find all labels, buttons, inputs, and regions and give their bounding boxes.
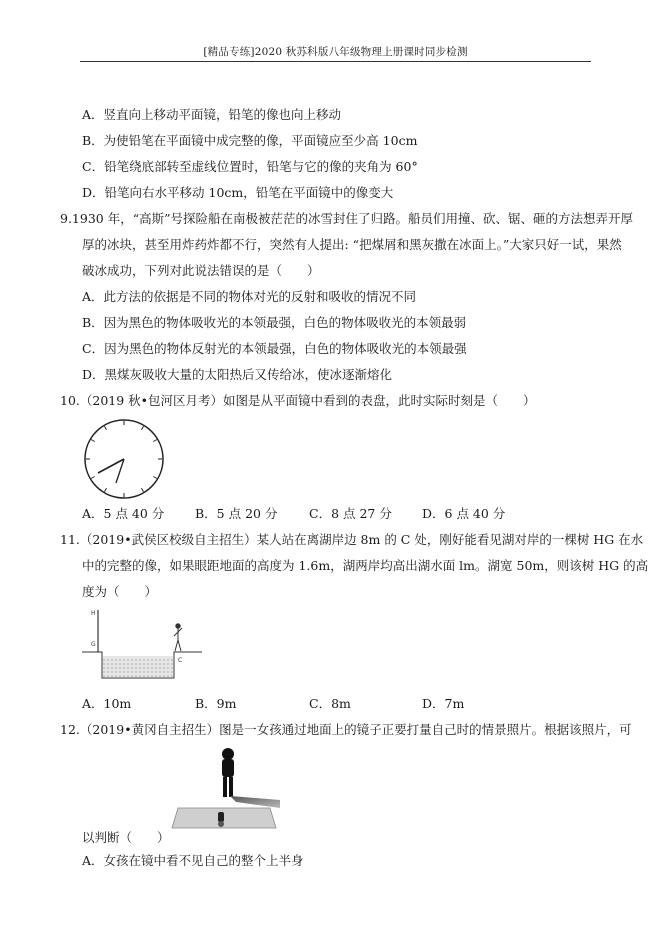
q12-girl-mirror-photo	[170, 744, 280, 830]
q10-clock-figure	[82, 417, 166, 501]
person-figure	[174, 624, 182, 651]
q12-stem: 12.（2019•黄冈自主招生）图是一女孩通过地面上的镜子正要打量自己时的情景照片。根据该照片，可	[60, 722, 632, 737]
q9-stem-line-1: 9.1930 年，“高斯”号探险船在南极被茫茫的冰雪封住了归路。船员们用撞、砍、锯、砸的方法想弄开厚	[60, 211, 633, 226]
q11-option-c: C．8m	[309, 696, 351, 711]
q11-lake-figure	[82, 604, 206, 686]
q9-stem-line-2: 厚的冰块，甚至用炸药炸都不行，突然有人提出: “把煤屑和黑灰撒在冰面上。”大家只好一试，果然	[82, 237, 622, 252]
q9-option-d: D．黑煤灰吸收大量的太阳热后又传给冰，使冰逐渐熔化	[82, 367, 393, 382]
page-header: [精品专练]2020 秋苏科版八年级物理上册课时同步检测	[203, 46, 468, 58]
q11-option-b: B．9m	[195, 696, 237, 711]
q9-option-b: B．因为黑色的物体吸收光的本领最强，白色的物体吸收光的本领最弱	[82, 315, 467, 330]
mirror-reflection	[218, 812, 224, 827]
lake-water	[103, 656, 173, 677]
q8-option-b: B．为使铅笔在平面镜中成完整的像，平面镜应至少高 10cm	[82, 133, 418, 148]
q8-option-d: D．铅笔向右水平移动 10cm，铅笔在平面镜中的像变大	[82, 185, 394, 200]
label-h: H	[91, 610, 96, 617]
q12-option-a: A．女孩在镜中看不见自己的整个上半身	[82, 853, 304, 868]
q9-stem-line-3: 破冰成功，下列对此说法错误的是（ ）	[82, 263, 320, 278]
q11-stem-line-3: 度为（ ）	[82, 584, 158, 599]
label-c: C	[178, 657, 183, 664]
q10-option-a: A．5 点 40 分	[82, 506, 165, 521]
label-g: G	[91, 641, 96, 648]
q10-option-d: D．6 点 40 分	[422, 506, 506, 521]
q8-option-a: A．竖直向上移动平面镜，铅笔的像也向上移动	[82, 107, 342, 122]
q11-option-a: A．10m	[82, 696, 132, 711]
q11-stem-line-1: 11.（2019•武侯区校级自主招生）某人站在离湖岸边 8m 的 C 处，刚好能看见湖对岸的一棵树 HG 在水	[60, 532, 644, 547]
q9-option-a: A．此方法的依据是不同的物体对光的反射和吸收的情况不同	[82, 289, 417, 304]
q10-stem: 10.（2019 秋•包河区月考）如图是从平面镜中看到的表盘，此时实际时刻是（ ）	[60, 393, 536, 408]
q9-option-c: C．因为黑色的物体反射光的本领最强，白色的物体吸收光的本领最强	[82, 341, 467, 356]
q12-stem-cont: 以判断（ ）	[82, 830, 170, 845]
header-divider	[80, 61, 591, 62]
q10-option-b: B．5 点 20 分	[195, 506, 278, 521]
q10-option-c: C．8 点 27 分	[309, 506, 392, 521]
q11-stem-line-2: 中的完整的像，如果眼距地面的高度为 1.6m，湖两岸均高出湖水面 lm。湖宽 50m，则该树 HG 的高	[82, 558, 649, 573]
q8-option-c: C．铅笔绕底部转至虚线位置时，铅笔与它的像的夹角为 60°	[82, 159, 418, 174]
q11-option-d: D．7m	[422, 696, 465, 711]
